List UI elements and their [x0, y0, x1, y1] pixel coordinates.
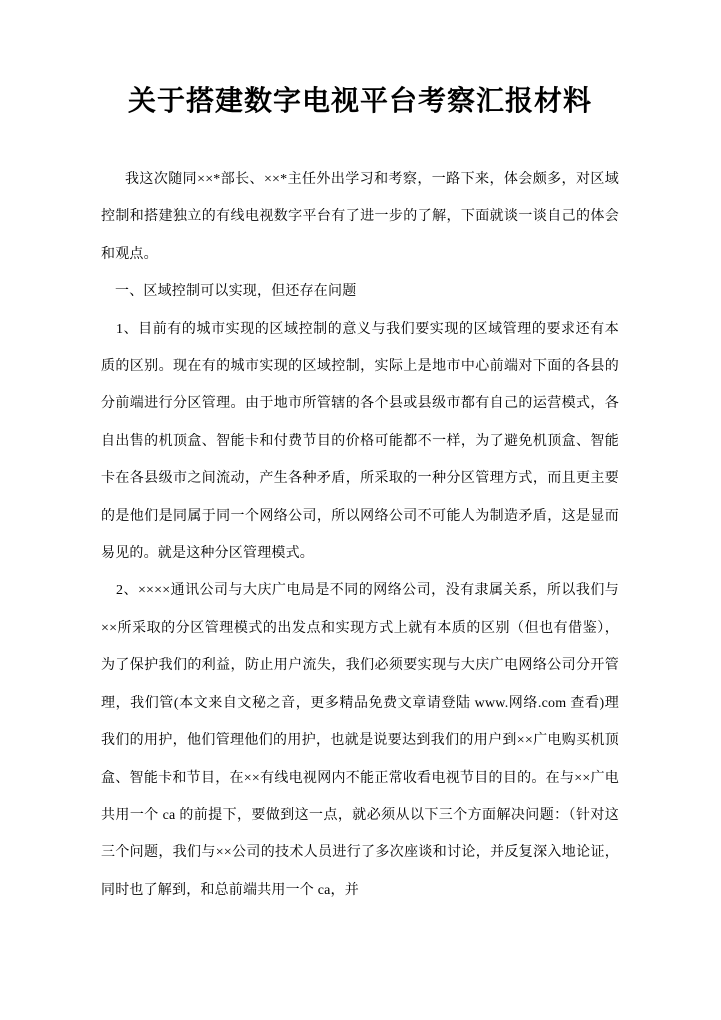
- point-2-paragraph: 2、××××通讯公司与大庆广电局是不同的网络公司，没有隶属关系，所以我们与××所采取的分区管理模式的出发点和实现方式上就有本质的区别（但也有借鉴），为了保护我们的利益，防止用户流失，我们必须要实现与大庆广电网络公司分开管理，我们管(本文来自文秘之音，更多精品免费文章请登陆 www.网络.com 查看)理我们的用护，他们管理他们的用护，也就是说要达到我们的用户到××广电购买机顶盒、智能卡和节目，在××有线电视网内不能正常收看电视节目的目的。在与××广电共用一个 ca 的前提下，要做到这一点，就必须从以下三个方面解决问题：（针对这三个问题，我们与××公司的技术人员进行了多次座谈和讨论，并反复深入地论证，同时也了解到，和总前端共用一个 ca，并: [101, 583, 619, 898]
- point-1-paragraph: 1、目前有的城市实现的区域控制的意义与我们要实现的区域管理的要求还有本质的区别。现在有的城市实现的区域控制，实际上是地市中心前端对下面的各县的分前端进行分区管理。由于地市所管辖的各个县或县级市都有自己的运营模式，各自出售的机顶盒、智能卡和付费节目的价格可能都不一样，为了避免机顶盒、智能卡在各县级市之间流动，产生各种矛盾，所采取的一种分区管理方式，而且更主要的是他们是同属于同一个网络公司，所以网络公司不可能人为制造矛盾，这是显而易见的。就是这种分区管理模式。: [101, 321, 619, 562]
- section-heading: 一、区域控制可以实现，但还存在问题: [115, 284, 357, 300]
- document-body: [0, 80, 721, 909]
- document-title: 关于搭建数字电视平台考察汇报材料: [127, 86, 592, 117]
- intro-paragraph: 我这次随同××*部长、××*主任外出学习和考察，一路下来，体会颇多，对区域控制和搭建独立的有线电视数字平台有了进一步的了解，下面就谈一谈自己的体会和观点。: [101, 172, 619, 262]
